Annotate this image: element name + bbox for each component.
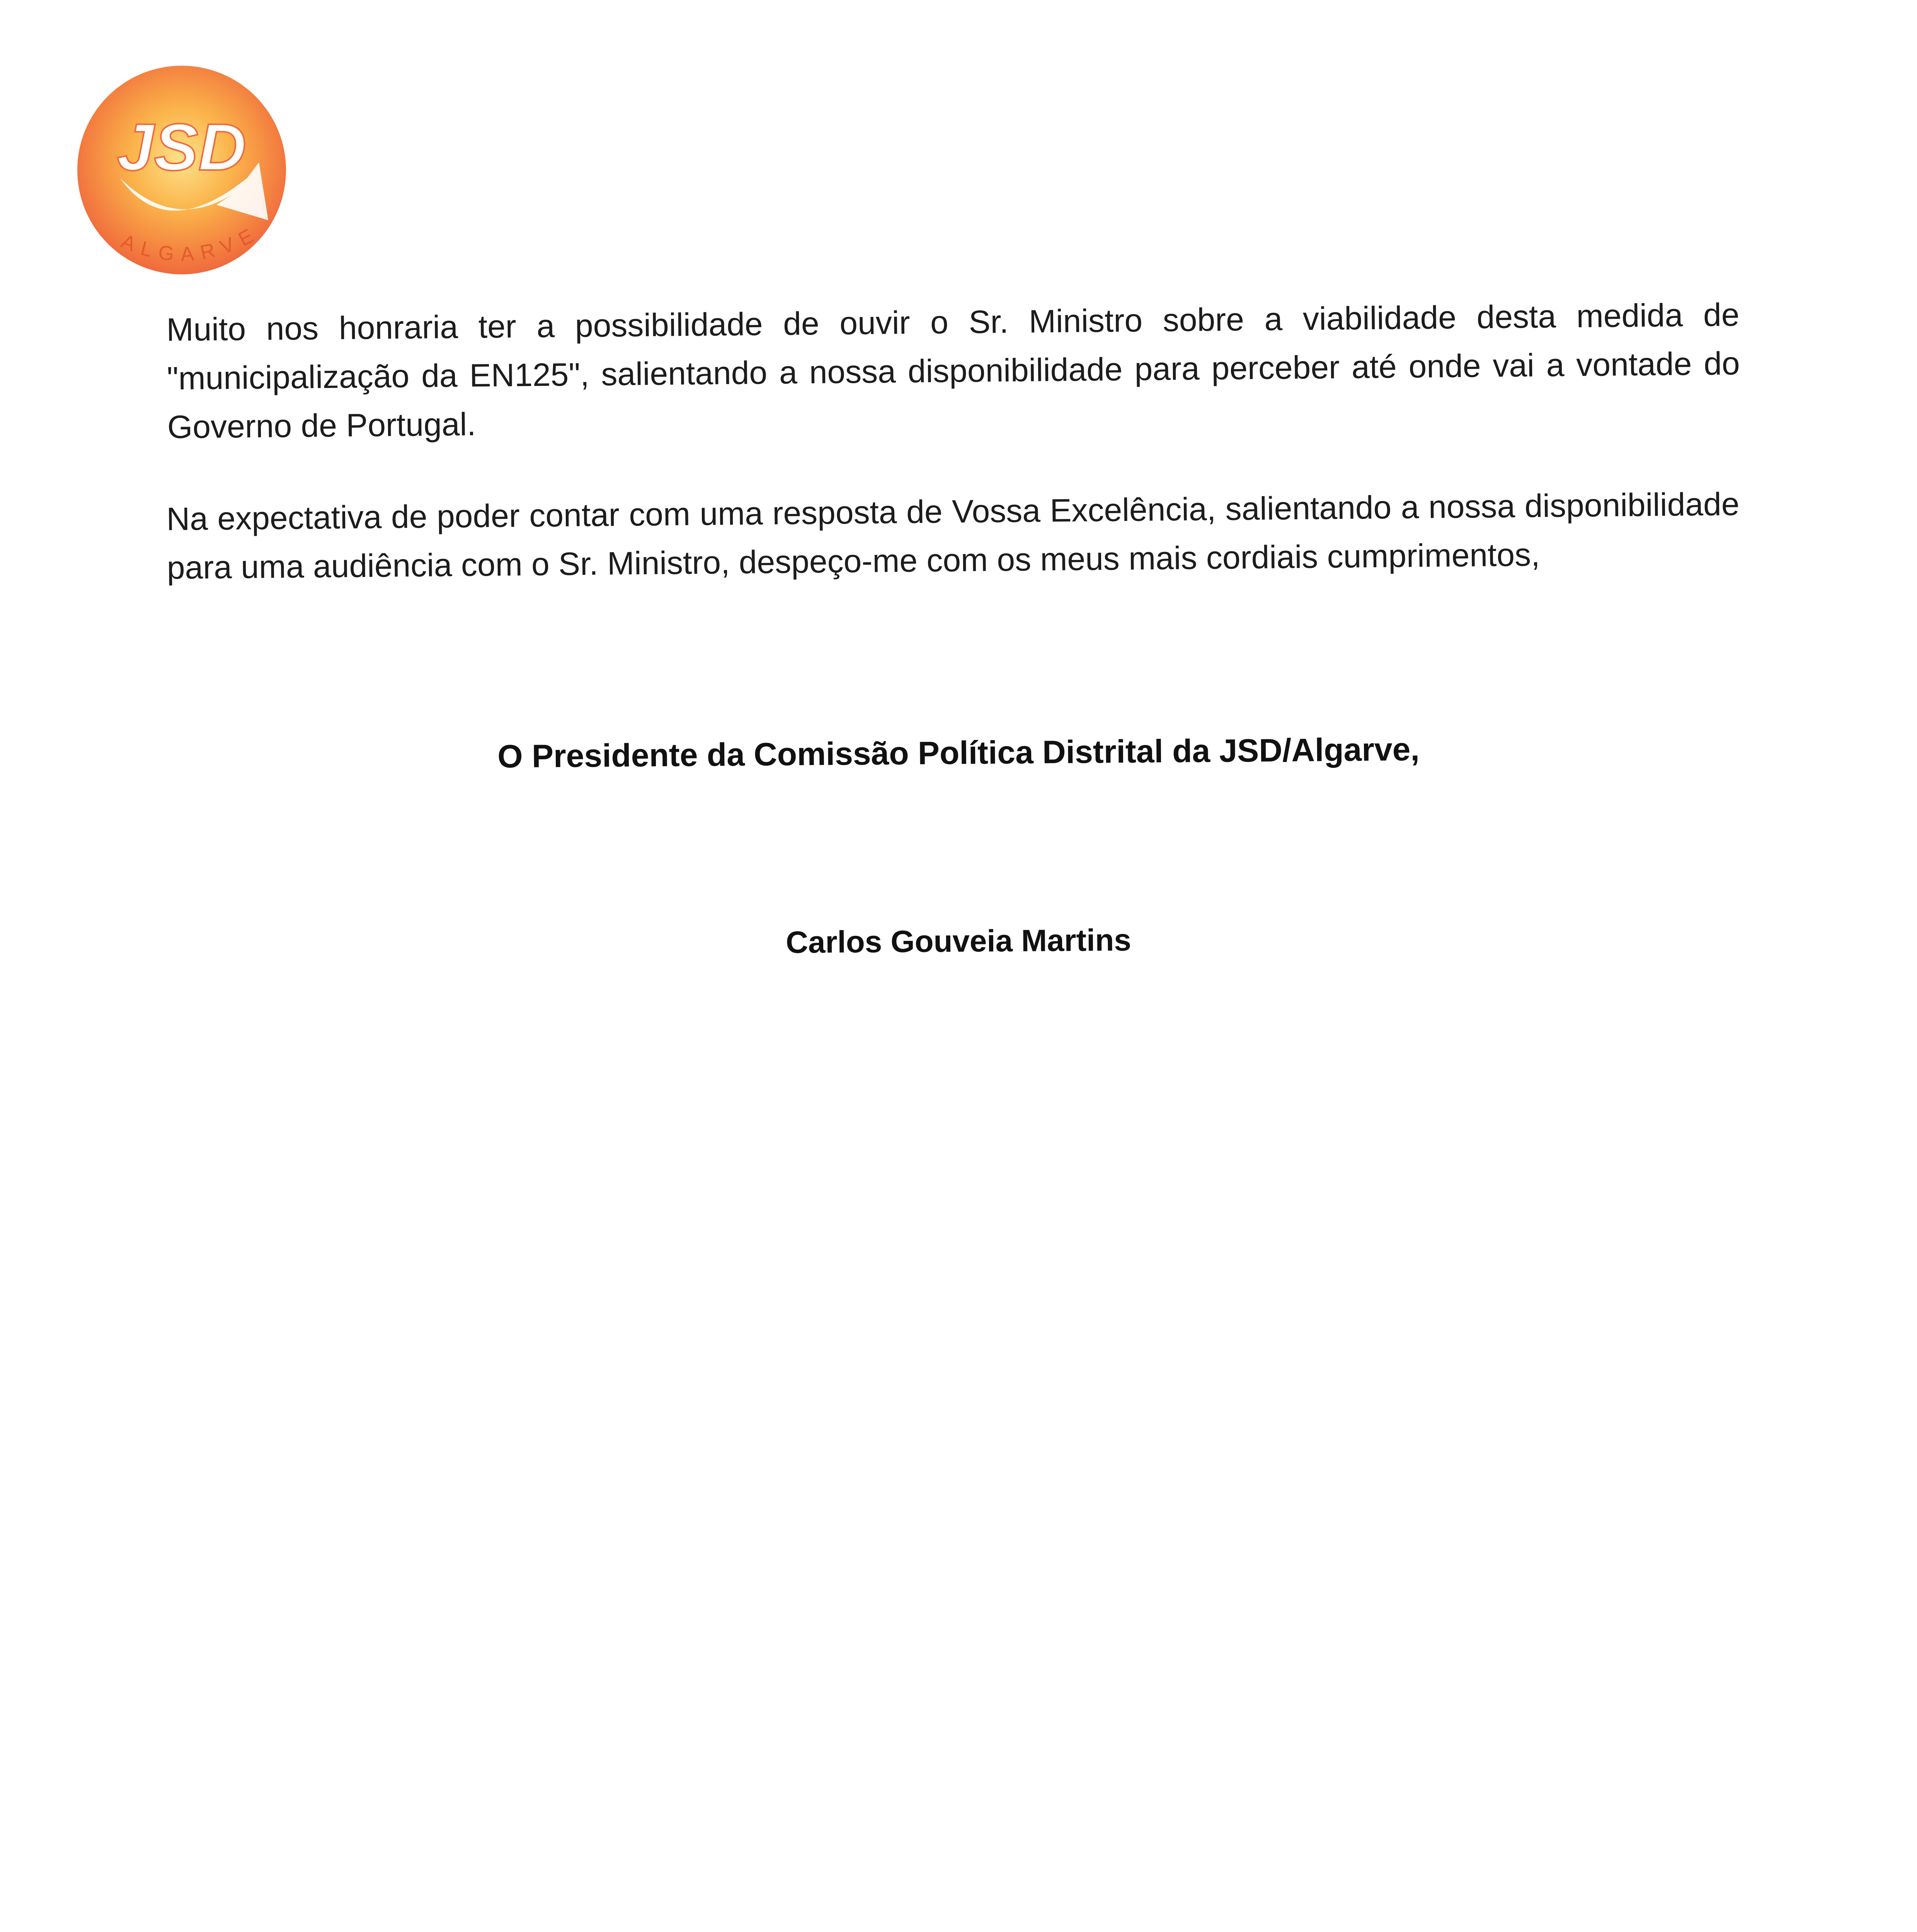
signature-title: O Presidente da Comissão Política Distrital da JSD/Algarve, — [497, 731, 1420, 775]
svg-text:JSD: JSD — [117, 110, 247, 184]
jsd-algarve-logo — [66, 62, 298, 309]
svg-text:ALGARVE: ALGARVE — [118, 221, 264, 266]
body-paragraph-2: Na expectativa de poder contar com uma resposta de Vossa Excelência, salientando a nossa disponibilidade para uma audiência com o Sr. Ministro, despeço-me com os meus mais cordiais cumprimentos, — [166, 485, 1740, 586]
signature-name: Carlos Gouveia Martins — [785, 922, 1132, 960]
body-paragraph-1: Muito nos honraria ter a possibilidade de ouvir o Sr. Ministro sobre a viabilidade desta medida de "municipalização da EN125", salientando a nossa disponibilidade para perceber até onde vai a vontade do Governo de Portugal. — [166, 296, 1740, 445]
